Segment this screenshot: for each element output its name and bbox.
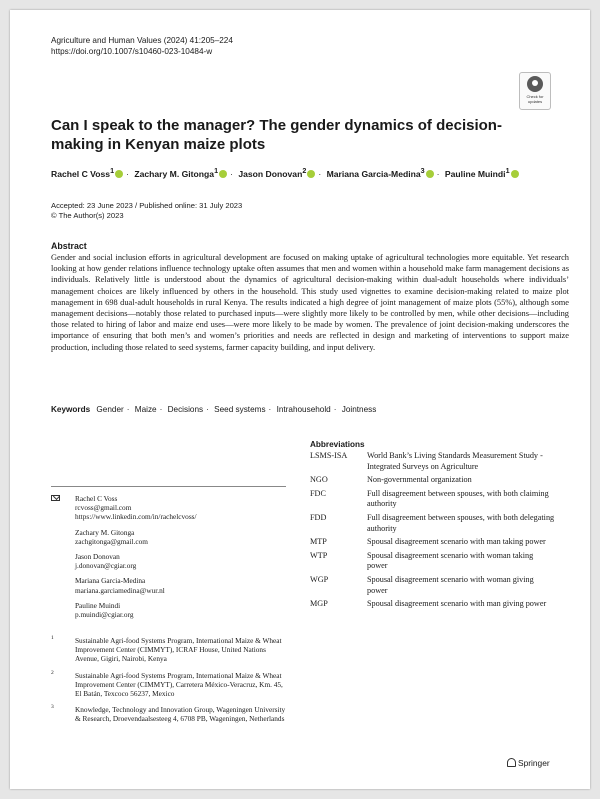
contact-email[interactable]: rcvoss@gmail.com bbox=[75, 503, 132, 513]
contact-entry: Jason Donovan j.donovan@cgiar.org bbox=[75, 552, 291, 570]
orcid-icon[interactable] bbox=[115, 170, 123, 178]
journal-citation: Agriculture and Human Values (2024) 41:205–224 bbox=[51, 36, 233, 45]
doi-link[interactable]: https://doi.org/10.1007/s10460-023-10484-w bbox=[51, 47, 213, 56]
journal-header bbox=[51, 35, 233, 57]
keywords-heading: Keywords bbox=[51, 405, 91, 414]
contact-entry: Pauline Muindi p.muindi@cgiar.org bbox=[75, 601, 291, 619]
contact-email[interactable]: mariana.garciamedina@wur.nl bbox=[75, 585, 165, 595]
abbreviations-list bbox=[310, 451, 555, 613]
abstract-heading: Abstract bbox=[51, 241, 87, 251]
affiliation: 1 Sustainable Agri-food Systems Program, International Maize & Wheat Improvement Center (CIMMYT), ICRAF House, United Nations Avenue, Gigiri, Nairobi, Kenya bbox=[51, 635, 282, 664]
keyword: Seed systems bbox=[214, 405, 266, 414]
publisher-logo bbox=[507, 758, 550, 768]
keywords: Keywords Gender · Maize · Decisions · Seed systems · Intrahousehold · Jointness bbox=[51, 405, 377, 414]
abbreviation-row: MGP Spousal disagreement scenario with man giving power bbox=[310, 599, 547, 609]
paper-page bbox=[10, 10, 590, 789]
contact-email[interactable]: p.muindi@cgiar.org bbox=[75, 610, 134, 620]
abbreviation-row: MTP Spousal disagreement scenario with man taking power bbox=[310, 537, 546, 547]
copyright-line: © The Author(s) 2023 bbox=[51, 211, 124, 220]
abbreviation-row: LSMS-ISA World Bank’s Living Standards Measurement Study - Integrated Surveys on Agriculture bbox=[310, 451, 543, 471]
publication-dates bbox=[51, 201, 242, 221]
author: Jason Donovan$^2$ bbox=[238, 169, 315, 179]
publisher-name: Springer bbox=[518, 758, 550, 768]
orcid-icon[interactable] bbox=[219, 170, 227, 178]
author: Rachel C Voss$^1$ bbox=[51, 169, 123, 179]
affiliation: 2 Sustainable Agri-food Systems Program, International Maize & Wheat Improvement Center (CIMMYT), Carretera México-Veracruz, Km. 45, El Batán, Texcoco 56237, Mexico bbox=[51, 669, 283, 699]
affiliation-list bbox=[51, 636, 291, 731]
springer-horse-icon bbox=[507, 758, 516, 767]
check-for-updates-badge[interactable] bbox=[519, 72, 551, 110]
abbreviation-row: NGO Non-governmental organization bbox=[310, 475, 472, 485]
affiliation: 3 Knowledge, Technology and Innovation Group, Wageningen University & Research, Droevendaalsesteeg 4, 6708 PB, Wageningen, Netherlands bbox=[51, 704, 286, 724]
keyword: Gender bbox=[96, 405, 124, 414]
contact-list bbox=[51, 494, 291, 625]
check-updates-label: Check for updates bbox=[526, 94, 544, 104]
abbreviation-row: WTP Spousal disagreement scenario with woman taking power bbox=[310, 550, 534, 571]
orcid-icon[interactable] bbox=[511, 170, 519, 178]
author: Pauline Muindi$^1$ bbox=[445, 169, 519, 179]
keyword: Maize bbox=[134, 405, 157, 414]
abbreviation-row: FDC Full disagreement between spouses, with both claiming authority bbox=[310, 488, 549, 509]
contact-email[interactable]: j.donovan@cgiar.org bbox=[75, 561, 137, 571]
author: Mariana Garcia-Medina$^3$ bbox=[327, 169, 434, 179]
paper-title: Can I speak to the manager? The gender dynamics of decision-making in Kenyan maize plots bbox=[51, 117, 502, 153]
author-list: Rachel C Voss$^1$ · Zachary M. Gitonga$^1$ · Jason Donovan$^2$ · Mariana Garcia-Medina$^3$ · Pauline Muindi$^1$ bbox=[51, 167, 571, 179]
email-icon bbox=[51, 495, 60, 501]
abbreviations-heading: Abbreviations bbox=[310, 440, 365, 449]
accepted-date: Accepted: 23 June 2023 / Published online: 31 July 2023 bbox=[51, 201, 243, 210]
contact-entry: Mariana Garcia-Medina mariana.garciamedina@wur.nl bbox=[75, 576, 291, 594]
keyword: Intrahousehold bbox=[276, 405, 331, 414]
abstract-text: Gender and social inclusion efforts in agricultural development are focused on making uptake of agricultural technologies more equitable. Yet research looking at how gender relations influence technology uptake often assumes that men and women within a household make farm management decisions as individuals. Relatively little is understood about the dynamics of agricultural decision-making within dual-adult households where individuals’ management choices are likely influenced by others in the household. This study used vignettes to examine decision-making related to maize plot management in 698 dual-adult households in rural Kenya. The results indicated a high degree of joint management of maize plots (55%), although some management decisions—notably those related to purchased inputs—were slightly more likely to be controlled by men, while other decisions—including those related to hiring of labor and maize end uses—were more likely to be made by women. The prevalence of joint decision-making underscores the importance of ensuring that both men’s and women’s priorities and needs are reflected in design and marketing of interventions to support maize production, including those related to seed systems, farmer capacity building, and input delivery. bbox=[51, 253, 569, 352]
contact-url[interactable]: https://www.linkedin.com/in/rachelcvoss/ bbox=[75, 512, 197, 522]
author: Zachary M. Gitonga$^1$ bbox=[134, 169, 227, 179]
abbreviation-row: FDD Full disagreement between spouses, with both delegating authority bbox=[310, 512, 555, 533]
contact-email[interactable]: zachgitonga@gmail.com bbox=[75, 536, 148, 546]
orcid-icon[interactable] bbox=[307, 170, 315, 178]
keyword: Jointness bbox=[341, 405, 377, 414]
check-updates-icon bbox=[527, 76, 543, 92]
contact-entry: Rachel C Voss rcvoss@gmail.com https://www.linkedin.com/in/rachelcvoss/ bbox=[75, 494, 291, 522]
footnote-divider bbox=[51, 486, 286, 487]
contact-entry: Zachary M. Gitonga zachgitonga@gmail.com bbox=[75, 528, 291, 546]
orcid-icon[interactable] bbox=[426, 170, 434, 178]
keyword: Decisions bbox=[167, 405, 204, 414]
abbreviation-row: WGP Spousal disagreement scenario with woman giving power bbox=[310, 574, 534, 595]
